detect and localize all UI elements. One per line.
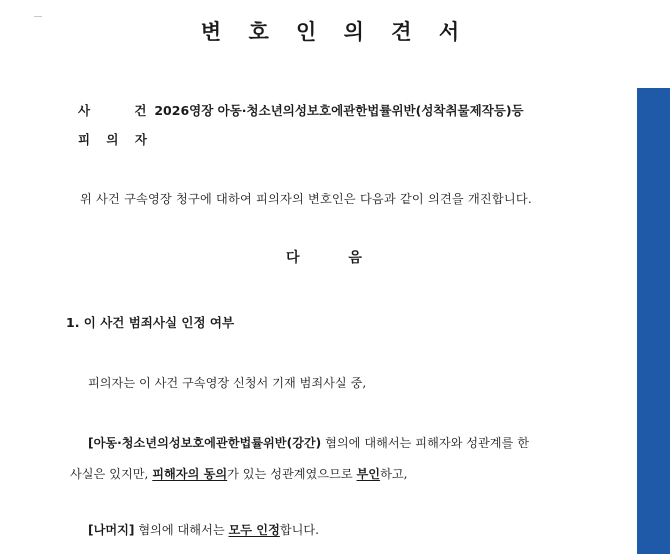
paragraph-4-text-a: 혐의에 대해서는 — [134, 523, 229, 537]
consent-emphasis: 피해자의 동의 — [152, 467, 228, 481]
document-title: 변 호 인 의 견 서 — [200, 20, 470, 44]
paragraph-2 — [88, 434, 529, 451]
deny-emphasis: 부인 — [356, 467, 381, 481]
section-heading: 다 음 — [286, 250, 384, 266]
paragraph-4 — [88, 521, 319, 538]
side-color-bar — [637, 88, 670, 554]
paragraph-2-text: 혐의에 대해서는 피해자와 성관계를 한 — [321, 436, 530, 450]
paragraph-3-text-b: 가 있는 성관계였으므로 — [227, 467, 357, 481]
paragraph-3-text-c: 하고, — [380, 467, 408, 481]
suspect-label: 피 의 자 — [78, 132, 153, 147]
section1-title: 1. 이 사건 범죄사실 인정 여부 — [66, 315, 235, 330]
intro-paragraph: 위 사건 구속영장 청구에 대하여 피의자의 변호인은 다음과 같이 의견을 개진합니다. — [80, 192, 532, 206]
charge-name: [아동·청소년의성보호에관한법률위반(강간) — [88, 436, 322, 450]
remaining-charges-label: [나머지] — [88, 523, 135, 537]
admit-all-emphasis: 모두 인정 — [228, 523, 280, 537]
paragraph-1: 피의자는 이 사건 구속영장 신청서 기재 범죄사실 중, — [88, 376, 367, 390]
paragraph-3-text-a: 사실은 있지만, — [70, 467, 153, 481]
case-label: 사 건 — [78, 103, 167, 118]
paragraph-4-text-b: 합니다. — [279, 523, 320, 537]
case-value: 2026영장 아동·청소년의성보호에관한법률위반(성착취물제작등)등 — [154, 103, 524, 118]
paragraph-3 — [70, 465, 407, 482]
case-row — [78, 101, 524, 119]
